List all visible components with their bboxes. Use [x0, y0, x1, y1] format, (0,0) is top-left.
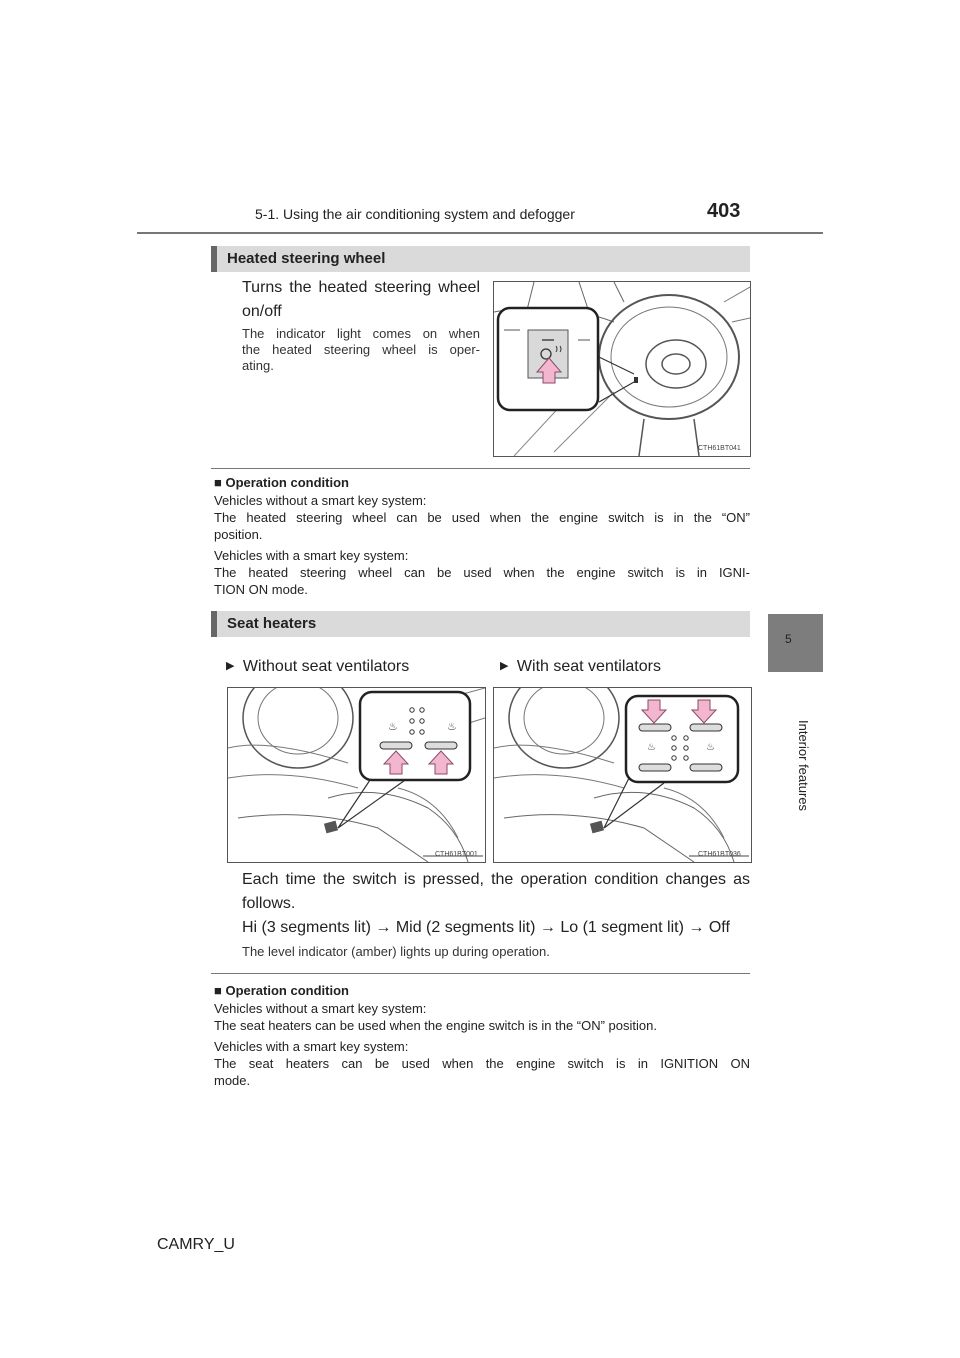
steering-wheel-illustration: [494, 282, 750, 456]
condition-line: The seat heaters can be used when the engine switch is in IGNITION ON: [214, 1056, 750, 1071]
level-off: Off: [708, 919, 730, 936]
condition-heading: ■ Operation condition: [214, 475, 349, 490]
section-title: Heated steering wheel: [227, 250, 386, 267]
indicator-note: [242, 326, 480, 374]
level-indicator-note: The level indicator (amber) lights up during operation.: [242, 944, 550, 959]
note-line: ating.: [242, 358, 274, 373]
section-heading-bar: [211, 611, 750, 637]
running-header: 5-1. Using the air conditioning system and defogger: [255, 206, 575, 222]
condition-paragraph: [214, 1000, 750, 1034]
note-line: The indicator light comes on when: [242, 326, 480, 341]
arrow-right-icon: →: [539, 919, 556, 936]
arrow-right-icon: →: [688, 919, 705, 936]
divider: [211, 973, 750, 974]
description-line: follows.: [242, 895, 296, 912]
condition-paragraph: [214, 1038, 750, 1089]
variant-label-text: With seat ventilators: [516, 658, 661, 675]
intro-line: Turns the heated steering wheel: [242, 279, 480, 296]
operation-description: [242, 868, 750, 916]
condition-line: Vehicles with a smart key system:: [214, 1039, 409, 1054]
condition-line: Vehicles without a smart key system:: [214, 493, 427, 508]
seat-heater-figure-without-ventilators: [227, 687, 486, 863]
footer-model: CAMRY_U: [157, 1236, 235, 1253]
condition-line: mode.: [214, 1073, 251, 1088]
condition-line: The heated steering wheel can be used when the engine switch is in IGNI-: [214, 565, 750, 580]
svg-text:♨: ♨: [388, 720, 398, 733]
seat-heater-figure-with-ventilators: [493, 687, 752, 863]
condition-line: The heated steering wheel can be used when the engine switch is in the “ON”: [214, 510, 750, 525]
arrow-right-icon: →: [375, 919, 392, 936]
chapter-number: 5: [785, 632, 792, 646]
description-line: Each time the switch is pressed, the operation condition changes as: [242, 871, 750, 888]
arrow-right-icon: ▶: [500, 660, 509, 672]
console-illustration: [494, 688, 751, 862]
section-heading-bar: [211, 246, 750, 272]
page-number: 403: [707, 200, 741, 222]
svg-text:♨: ♨: [647, 742, 656, 753]
divider: [211, 468, 750, 469]
intro-line: on/off: [242, 303, 282, 320]
chapter-title: Interior features: [796, 720, 811, 812]
level-lo: Lo (1 segment lit): [560, 919, 684, 936]
arrow-right-icon: ▶: [226, 660, 235, 672]
level-hi: Hi (3 segments lit): [242, 919, 371, 936]
intro-text: [242, 276, 480, 324]
console-illustration: [228, 688, 485, 862]
level-sequence: [242, 916, 750, 940]
svg-text:♨: ♨: [706, 742, 715, 753]
figure-caption: CTH61BT001: [435, 851, 478, 858]
section-title: Seat heaters: [227, 615, 317, 632]
variant-label-text: Without seat ventilators: [242, 658, 410, 675]
header-rule: [137, 232, 823, 234]
level-mid: Mid (2 segments lit): [395, 919, 536, 936]
figure-caption: CTH61BT041: [698, 445, 741, 452]
condition-heading: ■ Operation condition: [214, 983, 349, 998]
svg-text:♨: ♨: [447, 720, 457, 733]
condition-line: Vehicles without a smart key system:: [214, 1001, 427, 1016]
variant-label-left: [226, 654, 409, 679]
condition-line: The seat heaters can be used when the engine switch is in the “ON” position.: [214, 1018, 657, 1033]
chapter-tab: [768, 614, 823, 672]
condition-line: Vehicles with a smart key system:: [214, 548, 409, 563]
figure-caption: CTH61BT036: [698, 851, 741, 858]
operation-condition-2: [214, 983, 750, 1089]
variant-label-right: [500, 654, 661, 679]
condition-line: TION ON mode.: [214, 582, 308, 597]
operation-condition-1: [214, 475, 750, 598]
condition-paragraph: [214, 547, 750, 598]
steering-wheel-figure: [493, 281, 751, 457]
note-line: the heated steering wheel is oper-: [242, 342, 480, 357]
condition-line: position.: [214, 527, 263, 542]
condition-paragraph: [214, 492, 750, 543]
